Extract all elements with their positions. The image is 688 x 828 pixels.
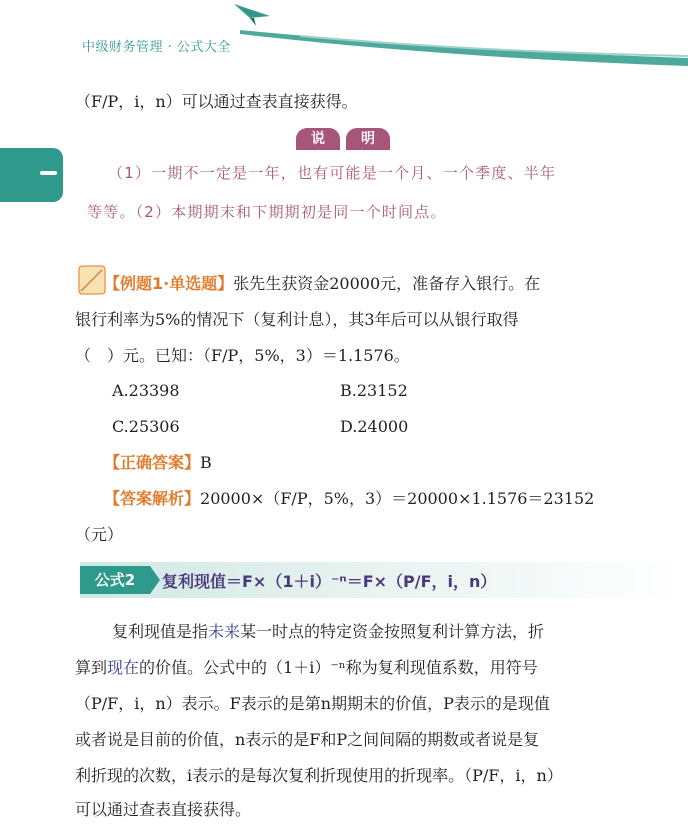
desc-1b: 某一时点的特定资金按照复利计算方法，折: [240, 622, 545, 641]
answer-line: [104, 445, 212, 481]
answer-value: B: [200, 453, 212, 472]
option-d: D.24000: [340, 417, 409, 436]
keyword-present: 现在: [107, 658, 140, 677]
option-b: B.23152: [340, 381, 408, 400]
analysis-text: 20000×（F/P，5%，3）＝20000×1.1576＝23152: [200, 489, 595, 508]
example-line-1: 张先生获资金20000元，准备存入银行。在: [233, 274, 541, 293]
formula-2-title: 复利现值＝F×（1＋i）⁻ⁿ＝F×（P/F，i，n）: [162, 572, 497, 591]
header-title: 中级财务管理 · 公式大全: [82, 40, 231, 55]
paper-plane-icon: [234, 4, 270, 26]
example-line-2: 银行利率为5%的情况下（复利计息），其3年后可以从银行取得: [75, 310, 519, 329]
answer-label: 【正确答案】: [104, 453, 201, 472]
note-badge-left: 说: [296, 128, 340, 150]
desc-2b: 的价值。公式中的（1＋i）⁻ⁿ称为复利现值系数，用符号: [139, 658, 538, 677]
formula-desc-line-1: [112, 614, 544, 650]
formula-desc-line-5: 利折现的次数，i表示的是每次复利折现使用的折现率。（P/F，i，n）: [75, 766, 563, 785]
desc-1a: 复利现值是指: [112, 622, 209, 641]
top-line: （F/P，i，n）可以通过查表直接获得。: [75, 92, 358, 111]
example-title-line: [104, 266, 540, 302]
chapter-tab-symbol: [40, 171, 57, 175]
example-line-3: （ ）元。已知：（F/P，5%，3）＝1.1576。: [75, 346, 410, 365]
analysis-label: 【答案解析】: [104, 489, 201, 508]
formula-2-header: [80, 562, 683, 598]
note-badge: [296, 128, 392, 150]
option-c: C.25306: [112, 417, 180, 436]
desc-2a: 算到: [75, 658, 108, 677]
practice-icon: [78, 265, 106, 295]
note-line-2: 等等。（2）本期期末和下期期初是同一个时间点。: [87, 203, 447, 221]
note-line-1: （1）一期不一定是一年，也有可能是一个月、一个季度、半年: [108, 164, 557, 182]
formula-2-label: 公式2: [80, 566, 150, 594]
formula-desc-line-3: （P/F，i，n）表示。F表示的是第n期期末的价值，P表示的是现值: [75, 694, 550, 713]
analysis-line-2: （元）: [75, 525, 124, 544]
keyword-future: 未来: [208, 622, 241, 641]
analysis-line: [104, 481, 594, 517]
formula-desc-line-2: [75, 650, 538, 686]
chapter-tab: [0, 148, 63, 202]
note-badge-right: 明: [346, 128, 390, 150]
example-label: 【例题1·单选题】: [104, 274, 234, 293]
formula-desc-line-4: 或者说是目前的价值，n表示的是F和P之间间隔的期数或者说是复: [75, 730, 540, 749]
option-a: A.23398: [112, 381, 180, 400]
formula-desc-line-6: 可以通过查表直接获得。: [75, 800, 252, 819]
